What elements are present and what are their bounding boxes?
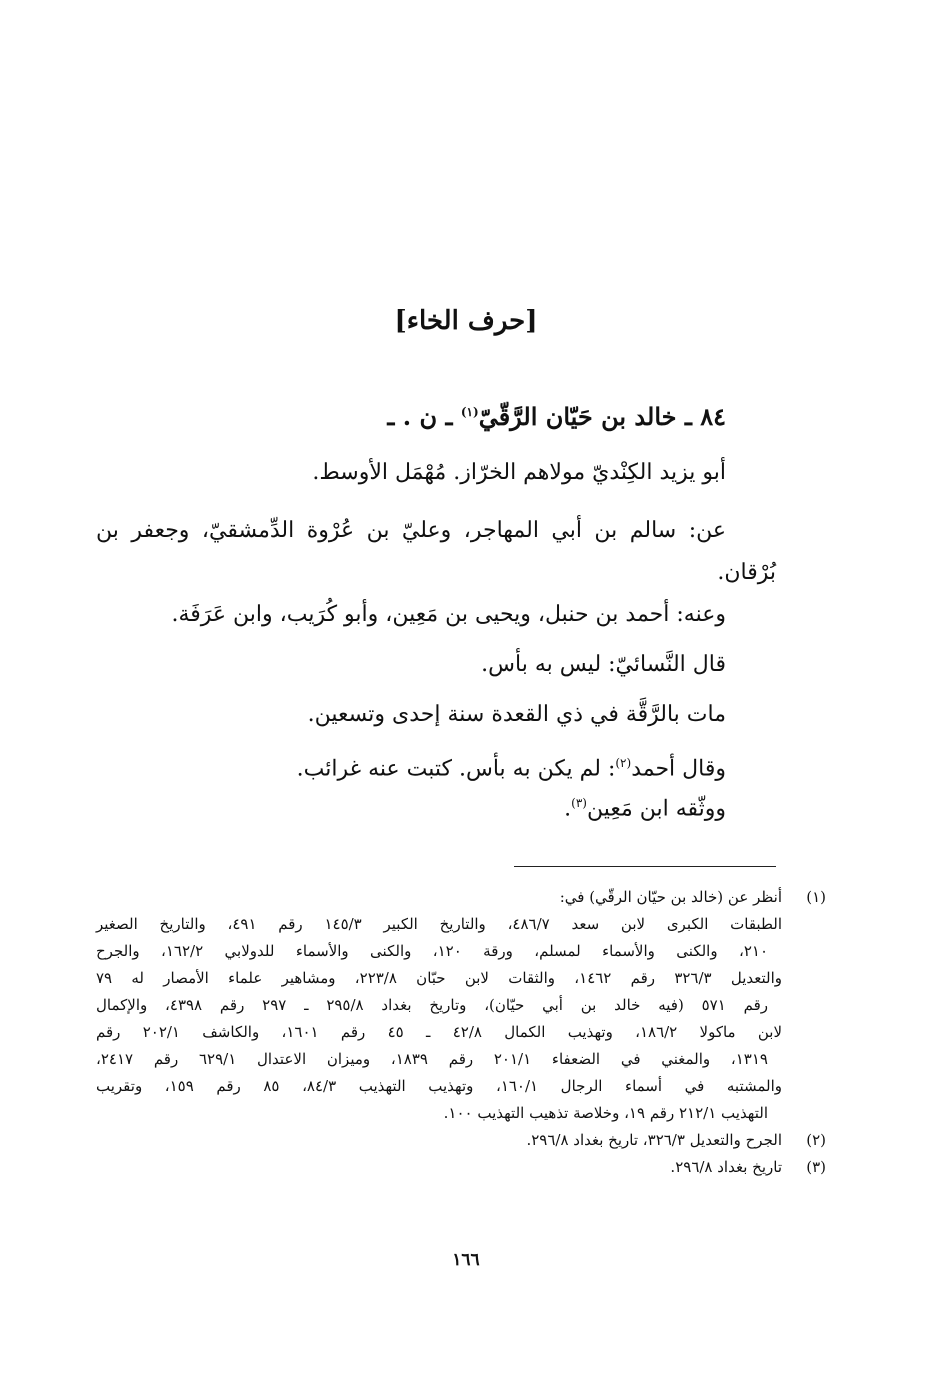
footnote-number: (٣) [806,1158,826,1176]
narrated-from-continuation: بُرْقان. [717,560,776,585]
death-line: مات بالرَّقَّة في ذي القعدة سنة إحدى وتسعين. [307,702,726,727]
footnote-line: تاريخ بغداد ٢٩٦/٨. [670,1158,782,1176]
footnote-line: ١٣١٩، والمغني في الضعفاء ٢٠١/١ رقم ١٨٣٩، وميزان الاعتدال ٦٢٩/١ رقم ٢٤١٧، [96,1050,768,1068]
ibn-main-line-post: . [564,796,572,822]
footnotes [96,884,826,1181]
footnote-ref-1: (١) [460,405,479,419]
footnote-line: التهذيب ٢١٢/١ رقم ١٩، وخلاصة تذهيب التهذيب ١٠٠. [443,1104,768,1122]
footnote-line: أنظر عن (خالد بن حيّان الرقّي) في: [559,888,782,906]
ibn-main-line-pre: ووثّقه ابن مَعِين [586,796,726,822]
footnote-2 [96,1127,826,1154]
footnote-1 [96,884,826,1127]
footnote-ref-2: (٢) [615,756,632,770]
footnote-line: الطبقات الكبرى لابن سعد ٤٨٦/٧، والتاريخ الكبير ١٤٥/٣ رقم ٤٩١، والتاريخ الصغير [96,915,782,933]
ahmad-line-post: : لم يكن به بأس. كتبت عنه غرائب. [296,756,616,782]
section-heading: [حرف الخاء] [394,306,538,336]
nasai-line: قال النَّسائيّ: ليس به بأس. [481,652,726,677]
footnote-line: والتعديل ٣٢٦/٣ رقم ١٤٦٢، والثقات لابن حبّان ٢٢٣/٨، ومشاهير علماء الأمصار له ٧٩ [96,969,783,987]
entry-title-suffix: ـ ن . ـ [387,402,461,431]
footnote-line: الجرح والتعديل ٣٢٦/٣، تاريخ بغداد ٢٩٦/٨. [526,1131,782,1149]
ahmad-line [297,756,726,781]
footnote-line: رقم ٥٧١ (فيه خالد بن أبي حيّان)، وتاريخ بغداد ٢٩٥/٨ ـ ٢٩٧ رقم ٤٣٩٨، والإكمال [96,996,768,1014]
footnote-number: (١) [806,888,826,906]
kunya-line: أبو يزيد الكِنْديّ مولاهم الخرّاز. مُهْمَل الأوسط. [312,460,726,485]
entry-title [387,402,726,431]
footnote-separator [514,866,776,867]
footnote-line: لابن ماكولا ١٨٦/٢، وتهذيب الكمال ٤٢/٨ ـ ٤٥ رقم ١٦٠١، والكاشف ٢٠٢/١ رقم [96,1023,783,1041]
narrated-by-line: وعنه: أحمد بن حنبل، ويحيى بن مَعِين، وأبو كُرَيب، وابن عَرَفَة. [171,602,726,627]
footnote-3 [96,1154,826,1181]
footnote-number: (٢) [806,1131,826,1149]
page-number: ١٦٦ [452,1250,480,1270]
footnote-ref-3: (٣) [571,796,587,810]
footnote-line: ٢١٠، والكنى والأسماء لمسلم، ورقة ١٢٠، والكنى والأسماء للدولابي ١٦٢/٢، والجرح [96,942,768,960]
ahmad-line-pre: وقال أحمد [631,756,726,782]
entry-title-text: ٨٤ ـ خالد بن حَيّان الرَّقّيّ [478,402,726,431]
narrated-from-line: عن: سالم بن أبي المهاجر، وعليّ بن عُرْوة الدِّمشقيّ، وجعفر بن [96,518,726,543]
footnote-line: والمشتبه في أسماء الرجال ١٦٠/١، وتهذيب التهذيب ٨٤/٣، ٨٥ رقم ١٥٩، وتقريب [96,1077,783,1095]
ibn-main-line [564,796,726,821]
